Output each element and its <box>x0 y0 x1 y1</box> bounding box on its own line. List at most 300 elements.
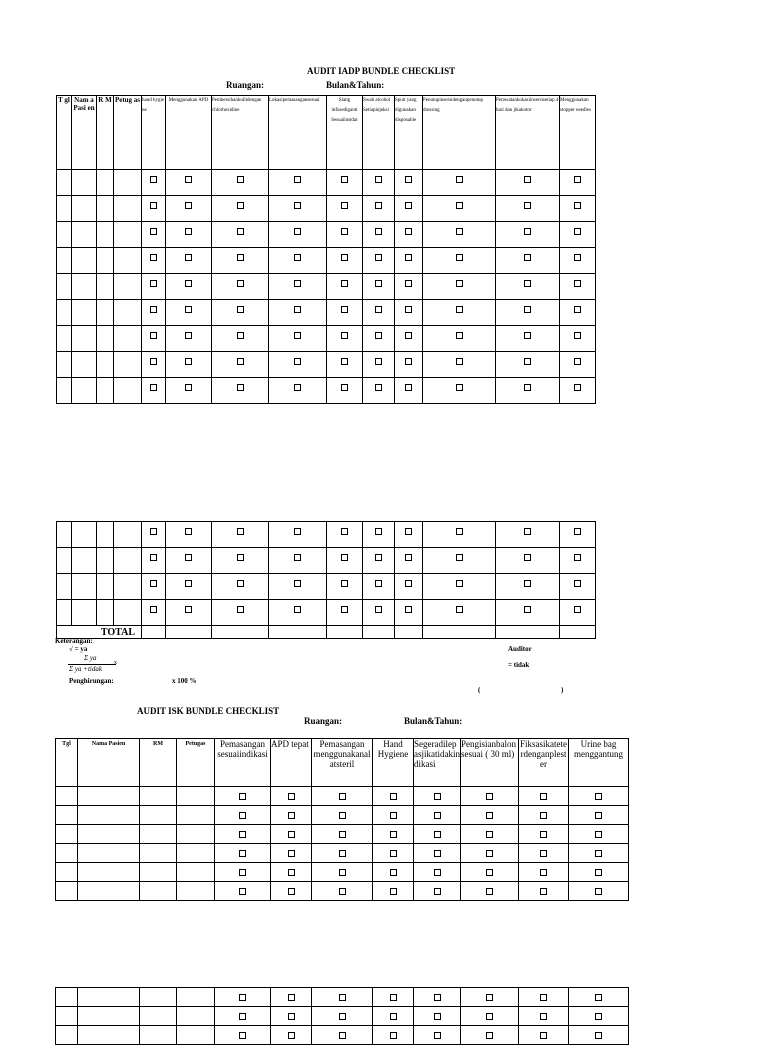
checkbox[interactable] <box>524 332 531 339</box>
iadp-entry-cell[interactable] <box>72 170 97 196</box>
checkbox[interactable] <box>150 528 157 535</box>
checkbox[interactable] <box>390 1032 397 1039</box>
checkbox[interactable] <box>339 831 346 838</box>
checkbox[interactable] <box>341 554 348 561</box>
checkbox[interactable] <box>341 254 348 261</box>
checkbox[interactable] <box>341 580 348 587</box>
checkbox[interactable] <box>341 280 348 287</box>
checkbox[interactable] <box>339 888 346 895</box>
checkbox[interactable] <box>405 202 412 209</box>
iadp-entry-cell[interactable] <box>97 196 114 222</box>
checkbox[interactable] <box>405 280 412 287</box>
iadp-entry-cell[interactable] <box>72 326 97 352</box>
iadp-entry-cell[interactable] <box>97 274 114 300</box>
checkbox[interactable] <box>390 888 397 895</box>
checkbox[interactable] <box>375 332 382 339</box>
checkbox[interactable] <box>390 869 397 876</box>
iadp-entry-cell[interactable] <box>57 300 72 326</box>
iadp-entry-cell[interactable] <box>72 600 97 626</box>
checkbox[interactable] <box>574 176 581 183</box>
iadp-entry-cell[interactable] <box>97 300 114 326</box>
checkbox[interactable] <box>595 812 602 819</box>
iadp-entry-cell[interactable] <box>72 248 97 274</box>
checkbox[interactable] <box>237 384 244 391</box>
checkbox[interactable] <box>294 332 301 339</box>
checkbox[interactable] <box>375 358 382 365</box>
checkbox[interactable] <box>540 793 547 800</box>
checkbox[interactable] <box>524 358 531 365</box>
checkbox[interactable] <box>150 580 157 587</box>
iadp-entry-cell[interactable] <box>97 248 114 274</box>
checkbox[interactable] <box>434 793 441 800</box>
checkbox[interactable] <box>574 384 581 391</box>
checkbox[interactable] <box>239 994 246 1001</box>
checkbox[interactable] <box>150 606 157 613</box>
checkbox[interactable] <box>456 358 463 365</box>
iadp-entry-cell[interactable] <box>97 222 114 248</box>
checkbox[interactable] <box>185 202 192 209</box>
checkbox[interactable] <box>288 812 295 819</box>
iadp-entry-cell[interactable] <box>97 574 114 600</box>
checkbox[interactable] <box>524 554 531 561</box>
checkbox[interactable] <box>595 1013 602 1020</box>
checkbox[interactable] <box>574 306 581 313</box>
checkbox[interactable] <box>375 280 382 287</box>
checkbox[interactable] <box>486 994 493 1001</box>
checkbox[interactable] <box>375 254 382 261</box>
checkbox[interactable] <box>185 528 192 535</box>
checkbox[interactable] <box>486 850 493 857</box>
iadp-entry-cell[interactable] <box>72 300 97 326</box>
checkbox[interactable] <box>237 554 244 561</box>
iadp-entry-cell[interactable] <box>72 352 97 378</box>
iadp-entry-cell[interactable] <box>114 352 142 378</box>
iadp-entry-cell[interactable] <box>57 548 72 574</box>
checkbox[interactable] <box>456 332 463 339</box>
checkbox[interactable] <box>339 994 346 1001</box>
checkbox[interactable] <box>574 254 581 261</box>
checkbox[interactable] <box>237 280 244 287</box>
isk-entry-cell[interactable] <box>78 844 140 863</box>
total-cell[interactable] <box>496 626 560 639</box>
checkbox[interactable] <box>456 202 463 209</box>
checkbox[interactable] <box>434 994 441 1001</box>
checkbox[interactable] <box>375 580 382 587</box>
checkbox[interactable] <box>150 554 157 561</box>
isk-entry-cell[interactable] <box>78 1026 140 1045</box>
checkbox[interactable] <box>456 306 463 313</box>
isk-entry-cell[interactable] <box>56 988 78 1007</box>
isk-entry-cell[interactable] <box>140 1026 177 1045</box>
checkbox[interactable] <box>237 306 244 313</box>
checkbox[interactable] <box>486 1032 493 1039</box>
isk-entry-cell[interactable] <box>177 787 215 806</box>
iadp-entry-cell[interactable] <box>57 378 72 404</box>
checkbox[interactable] <box>185 606 192 613</box>
checkbox[interactable] <box>405 358 412 365</box>
checkbox[interactable] <box>486 869 493 876</box>
isk-entry-cell[interactable] <box>78 882 140 901</box>
iadp-entry-cell[interactable] <box>97 600 114 626</box>
isk-entry-cell[interactable] <box>177 806 215 825</box>
checkbox[interactable] <box>405 306 412 313</box>
checkbox[interactable] <box>434 850 441 857</box>
checkbox[interactable] <box>524 280 531 287</box>
checkbox[interactable] <box>150 384 157 391</box>
checkbox[interactable] <box>150 228 157 235</box>
checkbox[interactable] <box>524 306 531 313</box>
iadp-entry-cell[interactable] <box>97 522 114 548</box>
checkbox[interactable] <box>390 1013 397 1020</box>
checkbox[interactable] <box>237 606 244 613</box>
checkbox[interactable] <box>341 306 348 313</box>
checkbox[interactable] <box>456 580 463 587</box>
checkbox[interactable] <box>486 1013 493 1020</box>
checkbox[interactable] <box>574 554 581 561</box>
checkbox[interactable] <box>524 384 531 391</box>
checkbox[interactable] <box>574 332 581 339</box>
checkbox[interactable] <box>341 332 348 339</box>
checkbox[interactable] <box>405 580 412 587</box>
checkbox[interactable] <box>375 176 382 183</box>
checkbox[interactable] <box>239 793 246 800</box>
iadp-entry-cell[interactable] <box>72 574 97 600</box>
checkbox[interactable] <box>185 254 192 261</box>
checkbox[interactable] <box>595 869 602 876</box>
checkbox[interactable] <box>294 384 301 391</box>
total-cell[interactable] <box>327 626 363 639</box>
checkbox[interactable] <box>390 793 397 800</box>
checkbox[interactable] <box>486 888 493 895</box>
checkbox[interactable] <box>375 202 382 209</box>
checkbox[interactable] <box>434 831 441 838</box>
checkbox[interactable] <box>574 528 581 535</box>
checkbox[interactable] <box>375 554 382 561</box>
checkbox[interactable] <box>288 888 295 895</box>
isk-entry-cell[interactable] <box>140 988 177 1007</box>
checkbox[interactable] <box>294 580 301 587</box>
checkbox[interactable] <box>574 228 581 235</box>
checkbox[interactable] <box>405 254 412 261</box>
isk-entry-cell[interactable] <box>78 863 140 882</box>
iadp-entry-cell[interactable] <box>114 378 142 404</box>
checkbox[interactable] <box>595 831 602 838</box>
checkbox[interactable] <box>237 228 244 235</box>
checkbox[interactable] <box>339 850 346 857</box>
isk-entry-cell[interactable] <box>177 844 215 863</box>
checkbox[interactable] <box>540 850 547 857</box>
isk-entry-cell[interactable] <box>78 988 140 1007</box>
checkbox[interactable] <box>456 280 463 287</box>
iadp-entry-cell[interactable] <box>114 522 142 548</box>
checkbox[interactable] <box>150 254 157 261</box>
checkbox[interactable] <box>239 1032 246 1039</box>
checkbox[interactable] <box>341 202 348 209</box>
checkbox[interactable] <box>150 280 157 287</box>
isk-entry-cell[interactable] <box>56 825 78 844</box>
checkbox[interactable] <box>294 254 301 261</box>
checkbox[interactable] <box>294 606 301 613</box>
checkbox[interactable] <box>237 358 244 365</box>
isk-entry-cell[interactable] <box>56 1007 78 1026</box>
total-cell[interactable] <box>363 626 395 639</box>
checkbox[interactable] <box>341 384 348 391</box>
iadp-entry-cell[interactable] <box>57 352 72 378</box>
iadp-entry-cell[interactable] <box>114 548 142 574</box>
checkbox[interactable] <box>524 528 531 535</box>
checkbox[interactable] <box>486 831 493 838</box>
isk-entry-cell[interactable] <box>140 844 177 863</box>
checkbox[interactable] <box>339 1032 346 1039</box>
isk-entry-cell[interactable] <box>56 1026 78 1045</box>
checkbox[interactable] <box>237 332 244 339</box>
checkbox[interactable] <box>486 812 493 819</box>
iadp-entry-cell[interactable] <box>57 600 72 626</box>
checkbox[interactable] <box>294 228 301 235</box>
checkbox[interactable] <box>595 994 602 1001</box>
checkbox[interactable] <box>434 1032 441 1039</box>
checkbox[interactable] <box>595 888 602 895</box>
iadp-entry-cell[interactable] <box>114 222 142 248</box>
iadp-entry-cell[interactable] <box>97 326 114 352</box>
iadp-entry-cell[interactable] <box>72 548 97 574</box>
checkbox[interactable] <box>375 228 382 235</box>
checkbox[interactable] <box>456 228 463 235</box>
iadp-entry-cell[interactable] <box>57 196 72 222</box>
iadp-entry-cell[interactable] <box>114 326 142 352</box>
iadp-entry-cell[interactable] <box>114 274 142 300</box>
checkbox[interactable] <box>390 831 397 838</box>
checkbox[interactable] <box>405 384 412 391</box>
iadp-entry-cell[interactable] <box>114 600 142 626</box>
iadp-entry-cell[interactable] <box>114 170 142 196</box>
checkbox[interactable] <box>434 888 441 895</box>
checkbox[interactable] <box>434 812 441 819</box>
checkbox[interactable] <box>185 332 192 339</box>
isk-entry-cell[interactable] <box>78 787 140 806</box>
checkbox[interactable] <box>185 384 192 391</box>
checkbox[interactable] <box>341 358 348 365</box>
checkbox[interactable] <box>574 358 581 365</box>
total-cell[interactable] <box>560 626 596 639</box>
checkbox[interactable] <box>185 358 192 365</box>
checkbox[interactable] <box>288 1013 295 1020</box>
checkbox[interactable] <box>294 358 301 365</box>
checkbox[interactable] <box>339 1013 346 1020</box>
iadp-entry-cell[interactable] <box>97 352 114 378</box>
checkbox[interactable] <box>339 812 346 819</box>
checkbox[interactable] <box>294 306 301 313</box>
isk-entry-cell[interactable] <box>78 825 140 844</box>
checkbox[interactable] <box>341 606 348 613</box>
isk-entry-cell[interactable] <box>177 863 215 882</box>
iadp-entry-cell[interactable] <box>97 170 114 196</box>
checkbox[interactable] <box>375 306 382 313</box>
checkbox[interactable] <box>595 850 602 857</box>
iadp-entry-cell[interactable] <box>97 548 114 574</box>
checkbox[interactable] <box>524 606 531 613</box>
isk-entry-cell[interactable] <box>140 1007 177 1026</box>
checkbox[interactable] <box>456 528 463 535</box>
checkbox[interactable] <box>456 254 463 261</box>
iadp-entry-cell[interactable] <box>57 274 72 300</box>
checkbox[interactable] <box>237 202 244 209</box>
checkbox[interactable] <box>339 793 346 800</box>
checkbox[interactable] <box>294 176 301 183</box>
checkbox[interactable] <box>595 1032 602 1039</box>
checkbox[interactable] <box>150 202 157 209</box>
iadp-entry-cell[interactable] <box>114 248 142 274</box>
checkbox[interactable] <box>294 554 301 561</box>
checkbox[interactable] <box>239 1013 246 1020</box>
checkbox[interactable] <box>524 254 531 261</box>
checkbox[interactable] <box>288 831 295 838</box>
iadp-entry-cell[interactable] <box>72 378 97 404</box>
total-cell[interactable] <box>142 626 166 639</box>
checkbox[interactable] <box>185 306 192 313</box>
checkbox[interactable] <box>574 580 581 587</box>
checkbox[interactable] <box>486 793 493 800</box>
checkbox[interactable] <box>540 1032 547 1039</box>
isk-entry-cell[interactable] <box>56 844 78 863</box>
checkbox[interactable] <box>150 176 157 183</box>
checkbox[interactable] <box>524 176 531 183</box>
iadp-entry-cell[interactable] <box>114 196 142 222</box>
checkbox[interactable] <box>574 280 581 287</box>
checkbox[interactable] <box>540 869 547 876</box>
checkbox[interactable] <box>341 228 348 235</box>
isk-entry-cell[interactable] <box>78 806 140 825</box>
checkbox[interactable] <box>185 580 192 587</box>
checkbox[interactable] <box>185 554 192 561</box>
iadp-entry-cell[interactable] <box>114 574 142 600</box>
checkbox[interactable] <box>150 306 157 313</box>
total-cell[interactable] <box>395 626 423 639</box>
isk-entry-cell[interactable] <box>78 1007 140 1026</box>
iadp-entry-cell[interactable] <box>57 522 72 548</box>
checkbox[interactable] <box>405 554 412 561</box>
isk-entry-cell[interactable] <box>140 787 177 806</box>
checkbox[interactable] <box>456 554 463 561</box>
iadp-entry-cell[interactable] <box>57 170 72 196</box>
checkbox[interactable] <box>294 202 301 209</box>
checkbox[interactable] <box>294 280 301 287</box>
total-cell[interactable] <box>166 626 212 639</box>
checkbox[interactable] <box>339 869 346 876</box>
checkbox[interactable] <box>288 994 295 1001</box>
total-cell[interactable] <box>269 626 327 639</box>
isk-entry-cell[interactable] <box>56 806 78 825</box>
isk-entry-cell[interactable] <box>56 787 78 806</box>
checkbox[interactable] <box>405 606 412 613</box>
checkbox[interactable] <box>185 228 192 235</box>
checkbox[interactable] <box>574 202 581 209</box>
checkbox[interactable] <box>294 528 301 535</box>
checkbox[interactable] <box>237 580 244 587</box>
isk-entry-cell[interactable] <box>140 863 177 882</box>
checkbox[interactable] <box>237 254 244 261</box>
iadp-entry-cell[interactable] <box>57 326 72 352</box>
total-cell[interactable] <box>212 626 269 639</box>
iadp-entry-cell[interactable] <box>57 574 72 600</box>
iadp-entry-cell[interactable] <box>72 196 97 222</box>
iadp-entry-cell[interactable] <box>114 300 142 326</box>
checkbox[interactable] <box>239 869 246 876</box>
checkbox[interactable] <box>434 869 441 876</box>
checkbox[interactable] <box>540 888 547 895</box>
checkbox[interactable] <box>405 332 412 339</box>
checkbox[interactable] <box>150 332 157 339</box>
isk-entry-cell[interactable] <box>177 825 215 844</box>
checkbox[interactable] <box>375 606 382 613</box>
isk-entry-cell[interactable] <box>140 825 177 844</box>
isk-entry-cell[interactable] <box>177 882 215 901</box>
checkbox[interactable] <box>524 228 531 235</box>
isk-entry-cell[interactable] <box>140 806 177 825</box>
iadp-entry-cell[interactable] <box>97 378 114 404</box>
checkbox[interactable] <box>405 228 412 235</box>
checkbox[interactable] <box>540 831 547 838</box>
iadp-entry-cell[interactable] <box>72 522 97 548</box>
checkbox[interactable] <box>405 176 412 183</box>
isk-entry-cell[interactable] <box>177 988 215 1007</box>
checkbox[interactable] <box>456 176 463 183</box>
checkbox[interactable] <box>288 793 295 800</box>
checkbox[interactable] <box>456 606 463 613</box>
iadp-entry-cell[interactable] <box>72 274 97 300</box>
isk-entry-cell[interactable] <box>177 1007 215 1026</box>
checkbox[interactable] <box>390 850 397 857</box>
checkbox[interactable] <box>341 176 348 183</box>
checkbox[interactable] <box>390 994 397 1001</box>
iadp-entry-cell[interactable] <box>72 222 97 248</box>
iadp-entry-cell[interactable] <box>57 222 72 248</box>
isk-entry-cell[interactable] <box>56 882 78 901</box>
checkbox[interactable] <box>185 176 192 183</box>
checkbox[interactable] <box>288 1032 295 1039</box>
checkbox[interactable] <box>434 1013 441 1020</box>
checkbox[interactable] <box>150 358 157 365</box>
checkbox[interactable] <box>390 812 397 819</box>
isk-entry-cell[interactable] <box>140 882 177 901</box>
checkbox[interactable] <box>540 1013 547 1020</box>
total-cell[interactable] <box>423 626 496 639</box>
checkbox[interactable] <box>405 528 412 535</box>
checkbox[interactable] <box>185 280 192 287</box>
checkbox[interactable] <box>595 793 602 800</box>
checkbox[interactable] <box>237 176 244 183</box>
checkbox[interactable] <box>237 528 244 535</box>
checkbox[interactable] <box>574 606 581 613</box>
checkbox[interactable] <box>288 869 295 876</box>
checkbox[interactable] <box>288 850 295 857</box>
isk-entry-cell[interactable] <box>177 1026 215 1045</box>
checkbox[interactable] <box>540 994 547 1001</box>
checkbox[interactable] <box>239 850 246 857</box>
checkbox[interactable] <box>239 888 246 895</box>
iadp-entry-cell[interactable] <box>57 248 72 274</box>
checkbox[interactable] <box>239 812 246 819</box>
isk-entry-cell[interactable] <box>56 863 78 882</box>
checkbox[interactable] <box>524 202 531 209</box>
checkbox[interactable] <box>341 528 348 535</box>
checkbox[interactable] <box>239 831 246 838</box>
checkbox[interactable] <box>375 528 382 535</box>
checkbox[interactable] <box>456 384 463 391</box>
checkbox[interactable] <box>375 384 382 391</box>
checkbox[interactable] <box>524 580 531 587</box>
checkbox[interactable] <box>540 812 547 819</box>
